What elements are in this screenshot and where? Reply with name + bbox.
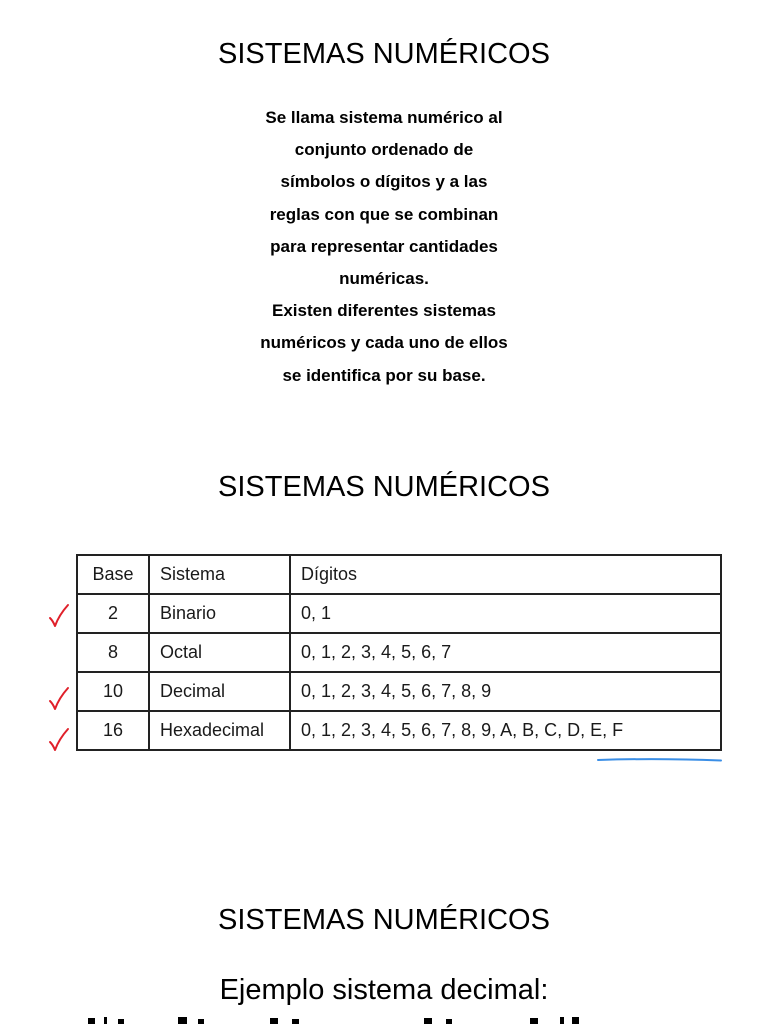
cell-digits: 0, 1 xyxy=(290,594,721,633)
cell-digits: 0, 1, 2, 3, 4, 5, 6, 7, 8, 9, A, B, C, D, E, F xyxy=(290,711,721,750)
intro-line: para representar cantidades xyxy=(270,236,498,256)
intro-line: conjunto ordenado de xyxy=(294,140,474,160)
intro-line: Existen diferentes sistemas xyxy=(272,301,496,321)
table-header-row xyxy=(77,555,721,594)
cell-system: Binario xyxy=(149,594,290,633)
slide-3-title: SISTEMAS NUMÉRICOS xyxy=(218,904,550,936)
check-mark-icon xyxy=(48,686,70,712)
intro-line: reglas con que se combinan xyxy=(269,204,499,224)
slide-2-title: SISTEMAS NUMÉRICOS xyxy=(218,471,550,503)
intro-line: numéricos y cada uno de ellos xyxy=(260,333,508,353)
check-mark-icon xyxy=(48,727,70,753)
intro-line: numéricas. xyxy=(339,269,429,289)
cut-off-text xyxy=(0,1014,768,1024)
header-system: Sistema xyxy=(149,555,290,594)
table-row xyxy=(77,711,721,750)
cell-system: Hexadecimal xyxy=(149,711,290,750)
table-row xyxy=(77,633,721,672)
intro-line: símbolos o dígitos y a las xyxy=(280,172,488,192)
cell-system: Decimal xyxy=(149,672,290,711)
intro-line: se identifica por su base. xyxy=(282,365,486,385)
intro-line: Se llama sistema numérico al xyxy=(265,108,503,127)
cell-digits: 0, 1, 2, 3, 4, 5, 6, 7 xyxy=(290,633,721,672)
annotation-underline xyxy=(597,758,722,762)
header-base: Base xyxy=(77,555,149,594)
intro-paragraph xyxy=(234,102,534,392)
number-systems-table xyxy=(76,554,722,751)
cell-base: 16 xyxy=(77,711,149,750)
cell-digits: 0, 1, 2, 3, 4, 5, 6, 7, 8, 9 xyxy=(290,672,721,711)
cell-base: 8 xyxy=(77,633,149,672)
table-row xyxy=(77,672,721,711)
header-digits: Dígitos xyxy=(290,555,721,594)
example-subtitle: Ejemplo sistema decimal: xyxy=(219,974,549,1006)
cell-base: 2 xyxy=(77,594,149,633)
check-mark-icon xyxy=(48,603,70,629)
cell-base: 10 xyxy=(77,672,149,711)
slide-1-title: SISTEMAS NUMÉRICOS xyxy=(218,38,550,70)
cell-system: Octal xyxy=(149,633,290,672)
table-row xyxy=(77,594,721,633)
